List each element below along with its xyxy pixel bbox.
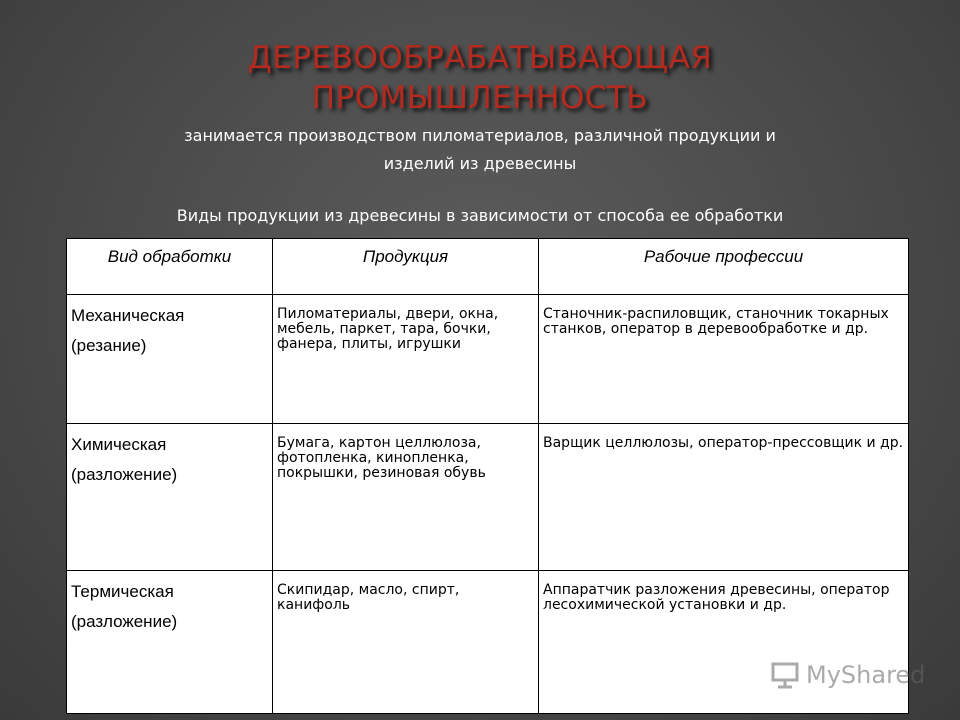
processing-type-method: (резание) [71, 336, 147, 355]
header-professions: Рабочие профессии [539, 239, 909, 295]
processing-type-cell [67, 571, 273, 714]
presentation-board-icon [770, 661, 800, 689]
slide-subtitle-line1: занимается производством пиломатериалов, различной продукции и [184, 126, 776, 145]
products-cell: Пиломатериалы, двери, окна, мебель, паркет, тара, бочки, фанера, плиты, игрушки [273, 295, 539, 424]
table-caption: Виды продукции из древесины в зависимости от способа ее обработки [176, 206, 784, 225]
professions-cell: Аппаратчик разложения древесины, оператор лесохимической установки и др. [539, 571, 909, 714]
products-cell: Скипидар, масло, спирт, канифоль [273, 571, 539, 714]
processing-type-method: (разложение) [71, 465, 178, 484]
table-row [67, 571, 909, 714]
myshared-watermark [770, 660, 925, 690]
processing-type-cell [67, 295, 273, 424]
table-row [67, 295, 909, 424]
processing-type-cell [67, 424, 273, 571]
slide-title-line1: ДЕРЕВООБРАБАТЫВАЮЩАЯ [247, 40, 713, 76]
professions-cell: Варщик целлюлозы, оператор-прессовщик и др. [539, 424, 909, 571]
watermark-text: MyShared [806, 661, 926, 689]
slide-title [0, 38, 960, 118]
slide-subtitle [90, 122, 870, 178]
slide-subtitle-line2: изделий из древесины [383, 154, 577, 173]
processing-type-method: (разложение) [71, 612, 178, 631]
table-header-row [67, 239, 909, 295]
processing-type-name: Механическая [71, 306, 185, 325]
header-products: Продукция [273, 239, 539, 295]
table-row [67, 424, 909, 571]
header-processing-type: Вид обработки [67, 239, 273, 295]
processing-type-name: Химическая [71, 435, 167, 454]
slide-title-line2: ПРОМЫШЛЕННОСТЬ [311, 80, 649, 116]
processing-type-name: Термическая [71, 582, 174, 601]
products-table [66, 238, 909, 714]
professions-cell: Станочник-распиловщик, станочник токарных станков, оператор в деревообработке и др. [539, 295, 909, 424]
products-cell: Бумага, картон целлюлоза, фотопленка, кинопленка, покрышки, резиновая обувь [273, 424, 539, 571]
